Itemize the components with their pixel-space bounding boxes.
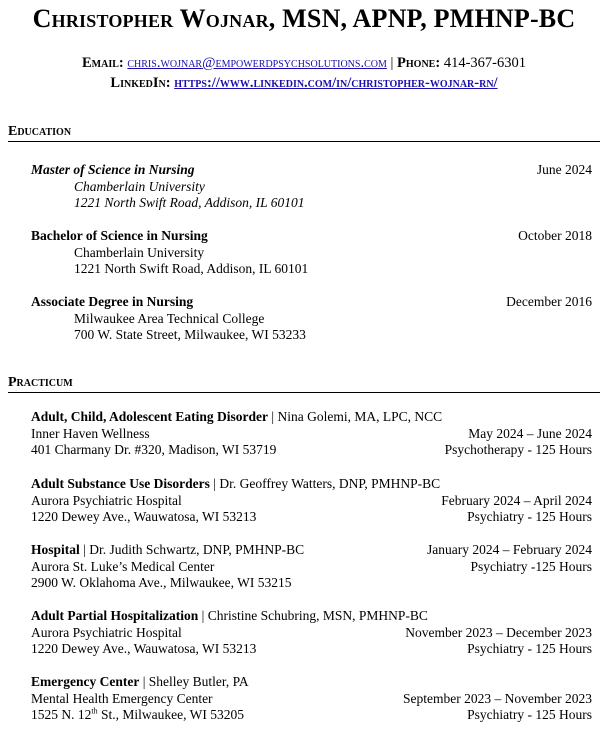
practicum-heading: Practicum [8,375,600,393]
school-name: Chamberlain University [74,244,205,260]
linkedin-link[interactable]: https://www.linkedin.com/in/christopher-wojnar-rn/ [174,75,498,91]
practicum-title: Adult, Child, Adolescent Eating Disorder [31,409,269,424]
separator: | [209,476,220,491]
practicum-site: Mental Health Emergency Center [31,690,213,706]
degree-title: Master of Science in Nursing [31,162,195,177]
practicum-entry [31,674,592,724]
supervisor: Shelley Butler, PA [148,674,249,689]
separator: | [139,674,149,689]
practicum-focus: Psychotherapy - 125 Hours [444,442,592,457]
address-number: 1525 N. 12 [31,707,92,722]
address-rest: St., Milwaukee, WI 53205 [97,707,244,722]
supervisor: Dr. Geoffrey Watters, DNP, PMHNP-BC [219,476,441,491]
practicum-address: 1220 Dewey Ave., Wauwatosa, WI 53213 [31,641,257,656]
practicum-entry [31,409,592,459]
education-entry-adn [31,294,592,344]
contact-line [0,55,608,72]
practicum-dates: November 2023 – December 2023 [405,624,592,640]
email-link[interactable]: chris.wojnar@empowerdpsychsolutions.com [127,55,387,71]
practicum-site: Aurora St. Luke’s Medical Center [31,558,215,574]
practicum-site: Inner Haven Wellness [31,425,150,441]
practicum-title: Hospital [31,542,80,557]
separator: | [198,608,208,623]
linkedin-label: LinkedIn: [110,75,171,91]
practicum-entry [31,476,592,526]
separator: | [268,409,278,424]
education-entry-msn [31,162,592,212]
education-entry-bsn [31,228,592,278]
practicum-focus: Psychiatry -125 Hours [470,558,592,574]
practicum-entry [31,542,592,592]
degree-title: Associate Degree in Nursing [31,294,194,309]
education-heading: Education [8,124,600,142]
separator: | [390,55,394,71]
candidate-name: Christopher Wojnar, MSN, APNP, PMHNP-BC [32,4,576,33]
school-name: Milwaukee Area Technical College [74,310,265,326]
email-label: Email: [82,55,124,71]
phone-label: Phone: [397,55,441,71]
practicum-focus: Psychiatry - 125 Hours [467,509,592,524]
practicum-dates: September 2023 – November 2023 [403,690,592,706]
practicum-title: Adult Substance Use Disorders [31,476,210,491]
practicum-dates: February 2024 – April 2024 [441,492,592,508]
supervisor: Dr. Judith Schwartz, DNP, PMHNP-BC [89,542,305,557]
practicum-address: 401 Charmany Dr. #320, Madison, WI 53719 [31,442,277,457]
practicum-title: Emergency Center [31,674,140,689]
degree-date: June 2024 [536,162,592,177]
degree-date: December 2016 [506,294,592,309]
practicum-entry [31,608,592,658]
school-address: 1221 North Swift Road, Addison, IL 60101 [74,195,305,210]
phone-number: 414-367-6301 [443,55,526,71]
practicum-dates: January 2024 – February 2024 [427,542,592,557]
separator: | [79,542,90,557]
practicum-address: 2900 W. Oklahoma Ave., Milwaukee, WI 53215 [31,575,292,590]
degree-title: Bachelor of Science in Nursing [31,228,208,243]
practicum-site: Aurora Psychiatric Hospital [31,492,182,508]
school-address: 700 W. State Street, Milwaukee, WI 53233 [74,327,306,342]
supervisor: Nina Golemi, MA, LPC, NCC [277,409,443,424]
practicum-focus: Psychiatry - 125 Hours [467,641,592,656]
linkedin-line [0,75,608,92]
practicum-focus: Psychiatry - 125 Hours [467,707,592,722]
practicum-address: 1220 Dewey Ave., Wauwatosa, WI 53213 [31,509,257,524]
school-address: 1221 North Swift Road, Addison, IL 60101 [74,261,309,276]
practicum-address [31,707,244,724]
degree-date: October 2018 [518,228,592,243]
practicum-dates: May 2024 – June 2024 [468,425,592,441]
practicum-title: Adult Partial Hospitalization [31,608,199,623]
school-name: Chamberlain University [74,178,205,194]
practicum-site: Aurora Psychiatric Hospital [31,624,182,640]
ordinal-suffix: th [91,706,98,716]
supervisor: Christine Schubring, MSN, PMHNP-BC [207,608,428,623]
